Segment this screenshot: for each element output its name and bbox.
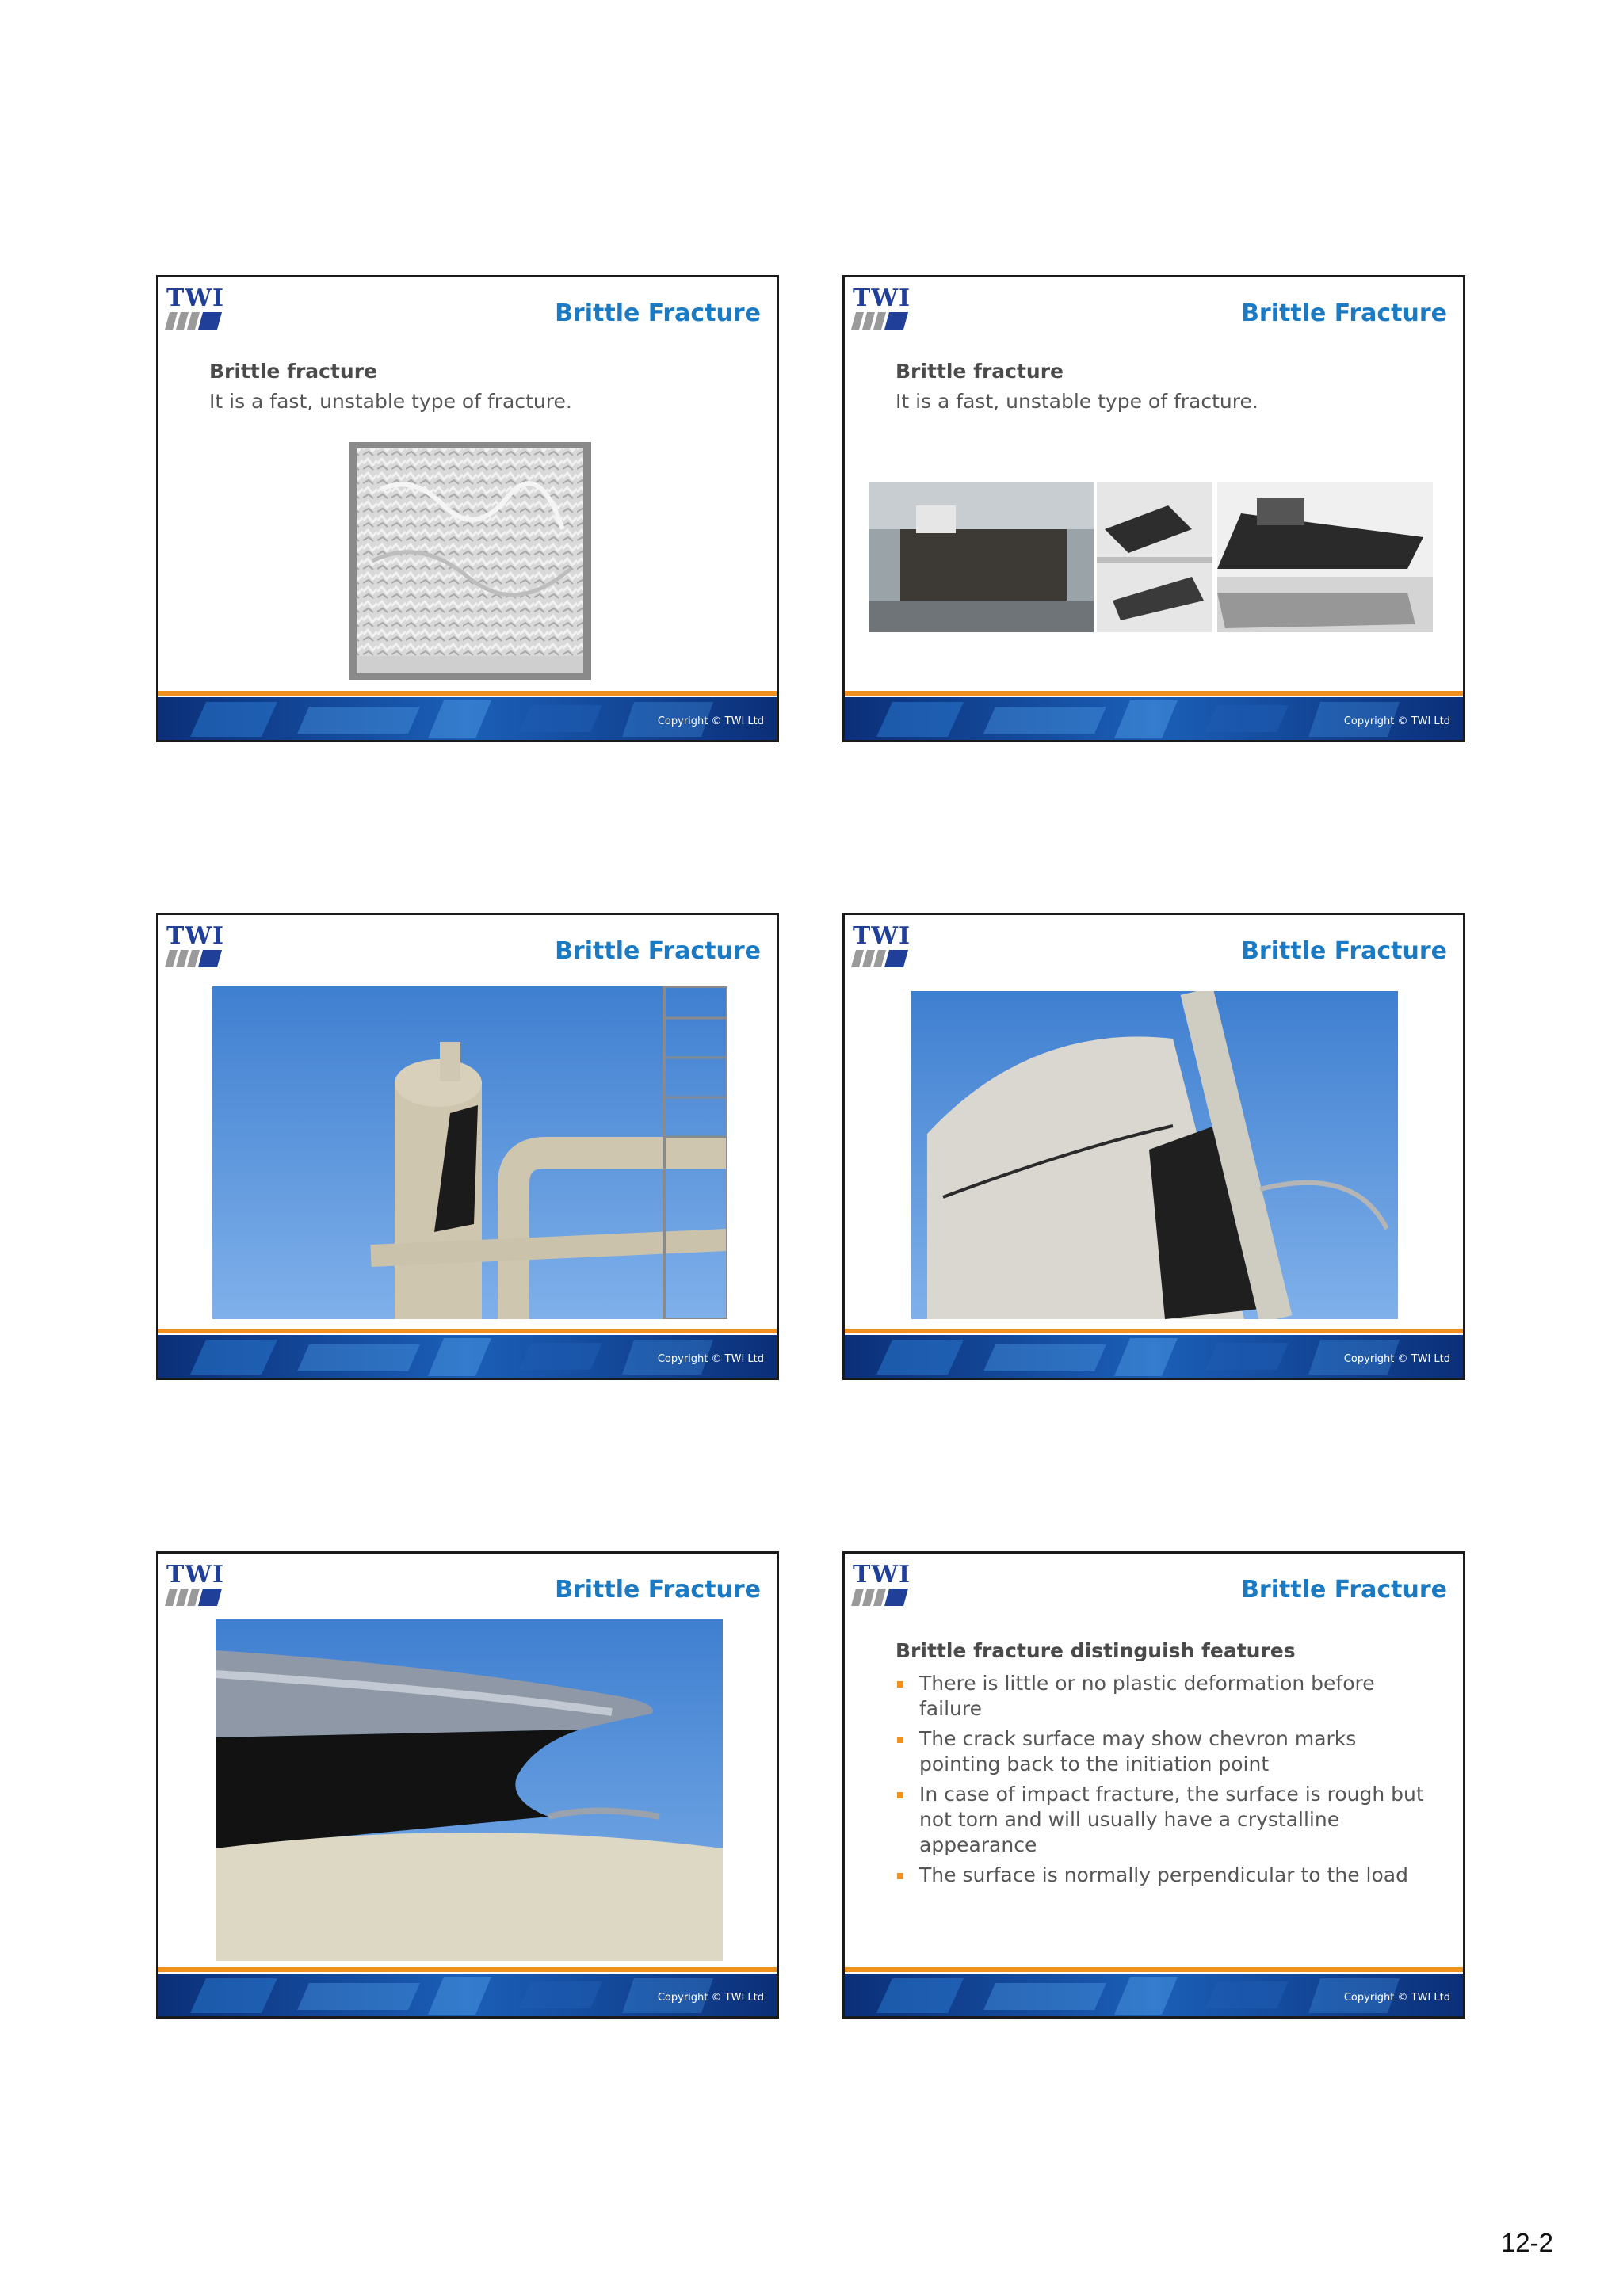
twi-logo — [850, 1562, 913, 1604]
slide-title: Brittle Fracture — [1241, 1576, 1447, 1604]
slide-heading: Brittle fracture distinguish features — [896, 1639, 1296, 1662]
logo-stripes-icon — [851, 312, 911, 330]
slide-title: Brittle Fracture — [555, 299, 761, 327]
slide-4 — [842, 913, 1465, 1380]
copyright: Copyright © TWI Ltd — [1343, 1353, 1450, 1365]
ship-dock-photo — [869, 482, 1094, 632]
list-item: The crack surface may show chevron marks pointing back to the initiation point — [896, 1726, 1439, 1777]
logo-stripes-icon — [165, 950, 225, 967]
slide-text: It is a fast, unstable type of fracture. — [896, 390, 1258, 413]
slide-footer — [845, 1967, 1463, 2016]
copyright: Copyright © TWI Ltd — [1343, 1992, 1450, 2004]
slide-footer — [845, 1329, 1463, 1378]
list-item: The surface is normally perpendicular to the load — [896, 1863, 1439, 1888]
twi-logo — [850, 285, 913, 328]
twi-logo — [163, 1562, 227, 1604]
slide-footer — [158, 691, 777, 740]
slide-body — [896, 1636, 1439, 1893]
twi-logo — [163, 285, 227, 328]
slide-footer — [158, 1329, 777, 1378]
logo-stripes-icon — [851, 950, 911, 967]
twi-logo — [163, 923, 227, 966]
slide-2 — [842, 275, 1465, 742]
slide-body — [896, 357, 1439, 417]
slide-body — [209, 357, 753, 417]
fracture-surface-photo — [349, 442, 591, 680]
slide-title: Brittle Fracture — [555, 1576, 761, 1604]
slide-5 — [156, 1551, 779, 2019]
logo-text: TWI — [166, 922, 225, 950]
copyright: Copyright © TWI Ltd — [657, 1992, 764, 2004]
logo-text: TWI — [853, 1561, 911, 1589]
cracked-vessel-photo — [911, 991, 1398, 1319]
slide-heading: Brittle fracture — [896, 360, 1064, 383]
slide-3 — [156, 913, 779, 1380]
slide-title: Brittle Fracture — [555, 937, 761, 965]
logo-text: TWI — [166, 284, 225, 312]
copyright: Copyright © TWI Ltd — [657, 1353, 764, 1365]
fractured-column-photo — [212, 986, 727, 1319]
split-tanker-photo — [1217, 482, 1433, 632]
copyright: Copyright © TWI Ltd — [657, 715, 764, 727]
twi-logo — [850, 923, 913, 966]
logo-text: TWI — [853, 284, 911, 312]
broken-ship-photo — [1097, 482, 1212, 632]
slide-1 — [156, 275, 779, 742]
slide-title: Brittle Fracture — [1241, 937, 1447, 965]
slide-title: Brittle Fracture — [1241, 299, 1447, 327]
feature-list — [896, 1671, 1439, 1888]
logo-stripes-icon — [165, 1589, 225, 1606]
slide-footer — [845, 691, 1463, 740]
logo-text: TWI — [853, 922, 911, 950]
list-item: In case of impact fracture, the surface is rough but not torn and will usually have a crystalline appearance — [896, 1782, 1439, 1858]
slide-footer — [158, 1967, 777, 2016]
copyright: Copyright © TWI Ltd — [1343, 715, 1450, 727]
slide-text: It is a fast, unstable type of fracture. — [209, 390, 572, 413]
slide-heading: Brittle fracture — [209, 360, 378, 383]
page-number: 12-2 — [1500, 2228, 1553, 2257]
logo-text: TWI — [166, 1561, 225, 1589]
logo-stripes-icon — [165, 312, 225, 330]
fracture-edge-closeup-photo — [216, 1619, 723, 1961]
list-item: There is little or no plastic deformation before failure — [896, 1671, 1439, 1722]
slide-6 — [842, 1551, 1465, 2019]
logo-stripes-icon — [851, 1589, 911, 1606]
